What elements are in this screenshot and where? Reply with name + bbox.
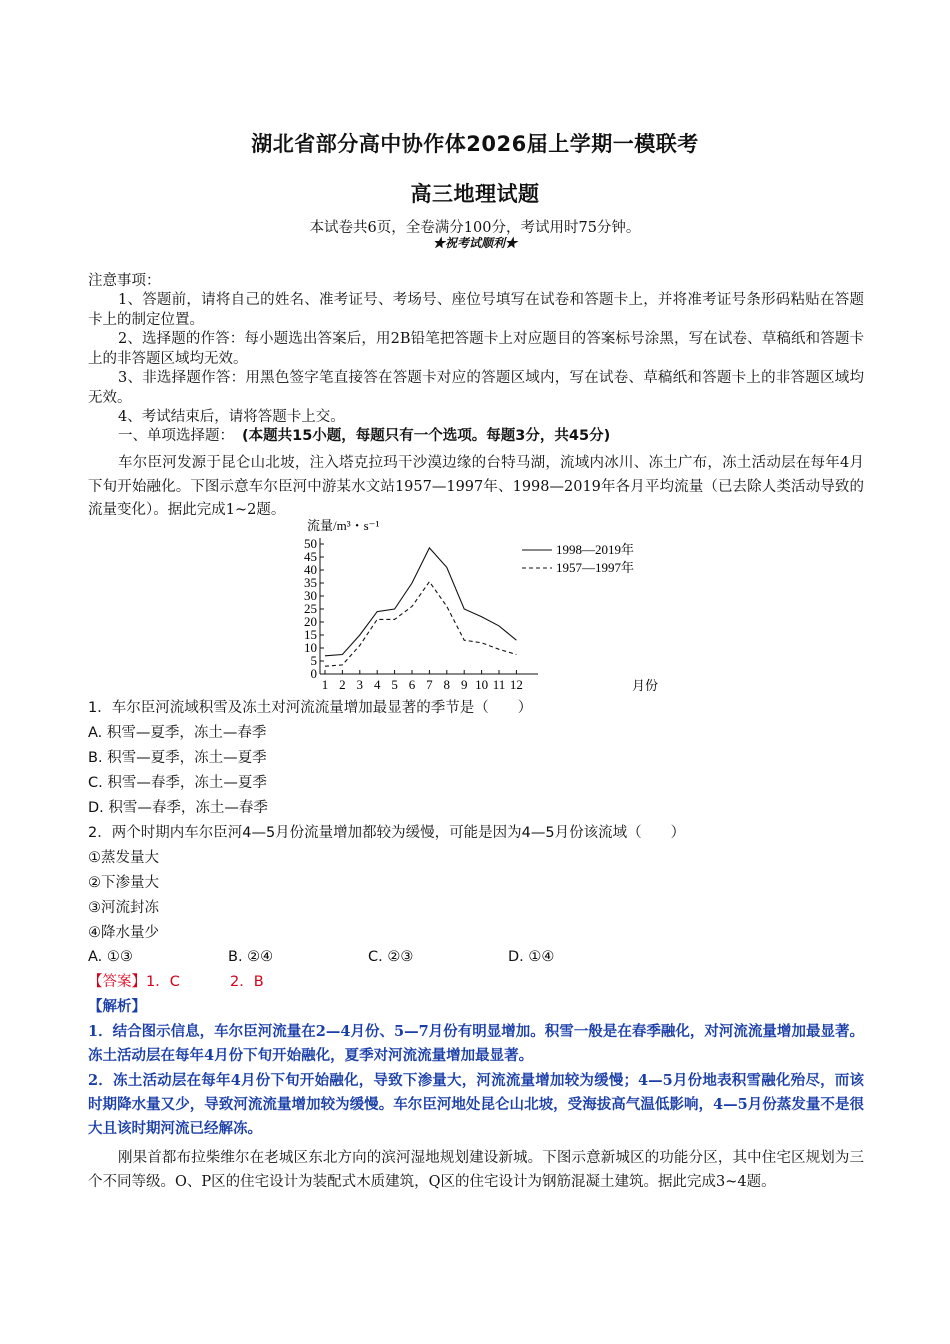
y-tick-label: 30 — [304, 588, 317, 603]
x-tick-label: 7 — [426, 677, 433, 692]
q1-option-d[interactable]: D. 积雪—春季，冻土—春季 — [88, 800, 268, 816]
x-tick-label: 12 — [509, 677, 523, 692]
x-tick-label: 8 — [443, 677, 451, 692]
answer-2: 2．B — [230, 974, 264, 990]
q2-option-b[interactable]: B. ②④ — [228, 949, 274, 965]
q2-option-a[interactable]: A. ①③ — [88, 949, 133, 965]
y-tick-label: 15 — [304, 627, 317, 642]
x-tick-label: 4 — [373, 677, 381, 692]
q2-options — [88, 947, 554, 967]
flow-chart — [290, 516, 660, 696]
chart-xlabel: 月份 — [632, 678, 659, 693]
chart-ylabel: 流量/m³・s⁻¹ — [307, 518, 380, 533]
x-tick-label: 5 — [391, 677, 398, 692]
passage-2: 刚果首都布拉柴维尔在老城区东北方向的滨河湿地规划建设新城。下图示意新城区的功能分区，其中住宅区规划为三个不同等级。O、P区的住宅设计为装配式木质建筑，Q区的住宅设计为钢筋混凝土建筑。据此完成3~4题。 — [88, 1150, 864, 1190]
x-tick-label: 9 — [460, 677, 468, 692]
legend-label: 1957—1997年 — [556, 560, 635, 575]
legend-label: 1998—2019年 — [556, 542, 635, 557]
x-tick-label: 6 — [408, 677, 416, 692]
q2-item-4: ④降水量少 — [88, 925, 159, 941]
y-tick-label: 50 — [304, 536, 317, 551]
note-item-2: 2、选择题的作答：每小题选出答案后，用2B铅笔把答题卡上对应题目的答案标号涂黑，写在试卷、草稿纸和答题卡上的非答题区域均无效。 — [88, 331, 864, 367]
q2-item-2: ②下渗量大 — [88, 875, 159, 891]
note-item-1: 1、答题前，请将自己的姓名、准考证号、考场号、座位号填写在试卷和答题卡上，并将准考证号条形码粘贴在答题卡上的制定位置。 — [88, 292, 864, 328]
section-desc: (本题共15小题，每题只有一个选项。每题3分，共45分) — [242, 428, 611, 444]
passage-1: 车尔臣河发源于昆仑山北坡，注入塔克拉玛干沙漠边缘的台特马湖，流域内冰川、冻土广布，冻土活动层在每年4月下旬开始融化。下图示意车尔臣河中游某水文站1957—1997年、1998—2019年各月平均流量（已去除人类活动导致的流量变化）。据此完成1~2题。 — [88, 455, 864, 518]
y-tick-label: 0 — [310, 666, 317, 681]
x-tick-label: 1 — [321, 677, 329, 692]
q1-option-c[interactable]: C. 积雪—春季，冻土—夏季 — [88, 775, 267, 791]
section-title: 一、单项选择题： — [118, 428, 234, 444]
q2-option-d[interactable]: D. ①④ — [508, 949, 555, 965]
x-tick-label: 11 — [492, 677, 506, 692]
x-tick-label: 3 — [356, 677, 364, 692]
y-tick-label: 35 — [304, 575, 317, 590]
q2-item-1: ①蒸发量大 — [88, 850, 159, 866]
y-tick-label: 45 — [304, 549, 317, 564]
y-tick-label: 25 — [304, 601, 317, 616]
note-item-3: 3、非选择题作答：用黑色签字笔直接答在答题卡对应的答题区域内，写在试卷、草稿纸和答题卡上的非答题区域均无效。 — [88, 370, 864, 406]
answer-1: 1．C — [146, 974, 180, 990]
x-tick-label: 10 — [475, 677, 489, 692]
q2-option-c[interactable]: C. ②③ — [368, 949, 414, 965]
note-item-4: 4、考试结束后，请将答题卡上交。 — [118, 409, 345, 425]
section-heading — [118, 426, 610, 446]
y-tick-label: 10 — [304, 640, 317, 655]
question-1-stem: 1．车尔臣河流域积雪及冻土对河流流量增加最显著的季节是（ ） — [88, 700, 533, 716]
analysis-2: 2．冻土活动层在每年4月份下旬开始融化，导致下渗量大，河流流量增加较为缓慢；4—5月份地表积雪融化殆尽，而该时期降水量又少，导致河流流量增加较为缓慢。车尔臣河地处昆仑山北坡，受海拔高气温低影响，4—5月份蒸发量不是很大且该时期河流已经解冻。 — [88, 1072, 864, 1137]
analysis-1: 1．结合图示信息，车尔臣河流量在2—4月份、5—7月份有明显增加。积雪一般是在春季融化，对河流流量增加最显著。冻土活动层在每年4月份下旬开始融化，夏季对河流流量增加最显著。 — [88, 1023, 864, 1064]
y-tick-label: 5 — [310, 653, 317, 668]
answer-label: 【答案】 — [88, 974, 146, 990]
question-2-stem: 2．两个时期内车尔臣河4—5月份流量增加都较为缓慢，可能是因为4—5月份该流域（ ） — [88, 825, 686, 841]
page-title: 湖北省部分高中协作体2026届上学期一模联考 — [251, 132, 699, 156]
y-tick-label: 20 — [304, 614, 317, 629]
y-tick-label: 40 — [304, 562, 317, 577]
exam-info: 本试卷共6页，全卷满分100分，考试用时75分钟。 — [309, 220, 641, 236]
series-line — [325, 582, 516, 667]
q1-option-a[interactable]: A. 积雪—夏季，冻土—春季 — [88, 725, 267, 741]
analysis-label: 【解析】 — [88, 999, 146, 1015]
notes-heading: 注意事项： — [88, 273, 161, 289]
answer-line — [88, 972, 264, 992]
page-subtitle: 高三地理试题 — [410, 182, 540, 206]
q2-item-3: ③河流封冻 — [88, 900, 159, 916]
x-tick-label: 2 — [339, 677, 346, 692]
series-line — [325, 548, 516, 656]
q1-option-b[interactable]: B. 积雪—夏季，冻土—夏季 — [88, 750, 267, 766]
blessing: ★祝考试顺利★ — [432, 236, 517, 250]
